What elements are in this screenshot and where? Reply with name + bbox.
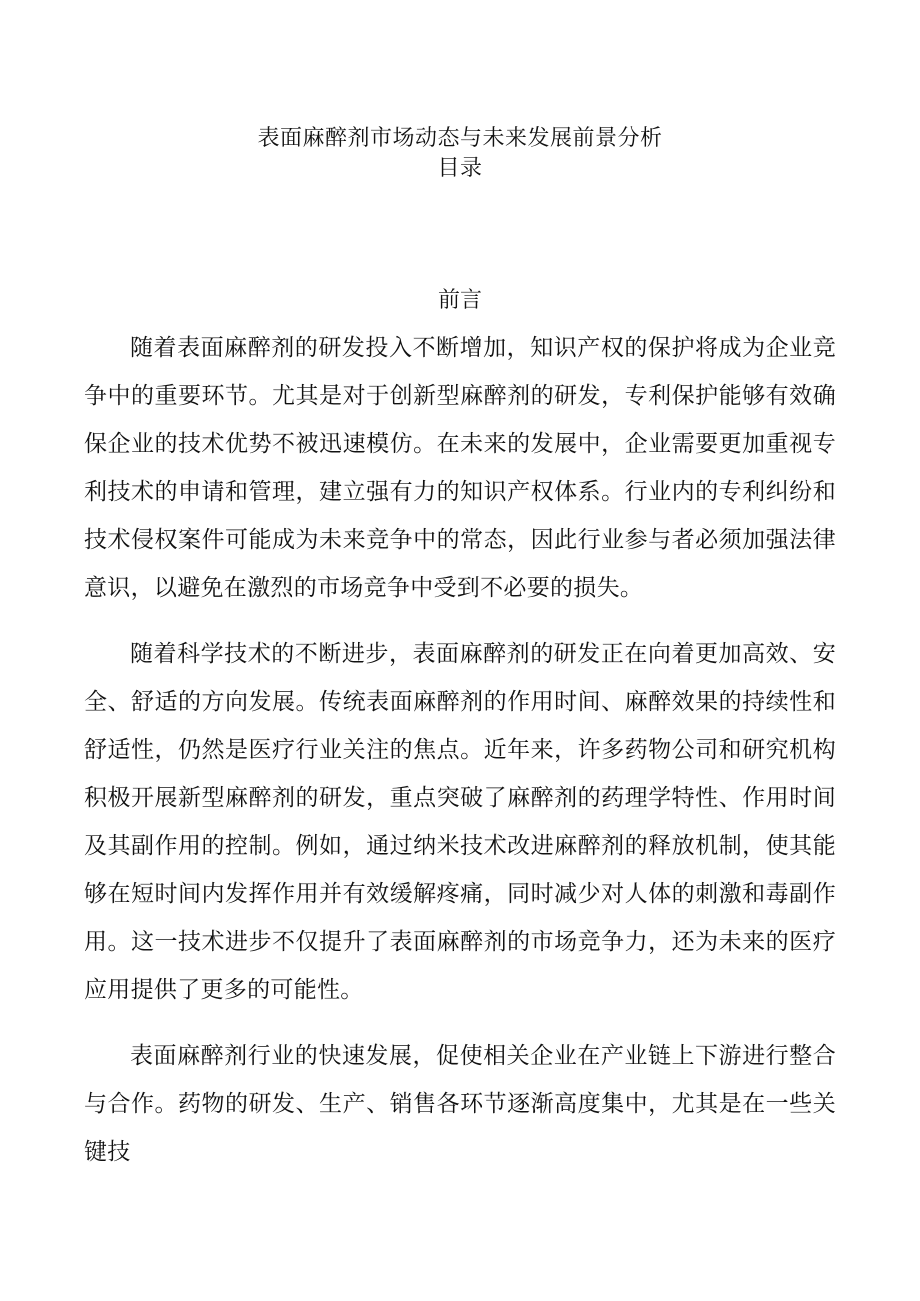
table-of-contents-heading: 目录 (437, 156, 483, 181)
title-block (0, 124, 920, 184)
paragraph-1: 随着表面麻醉剂的研发投入不断增加，知识产权的保护将成为企业竞争中的重要环节。尤其是对于创新型麻醉剂的研发，专利保护能够有效确保企业的技术优势不被迅速模仿。在未来的发展中，企业需要更加重视专利技术的申请和管理，建立强有力的知识产权体系。行业内的专利纠纷和技术侵权案件可能成为未来竞争中的常态，因此行业参与者必须加强法律意识，以避免在激烈的市场竞争中受到不必要的损失。 (84, 335, 836, 601)
document-body (84, 324, 836, 1194)
preface-heading: 前言 (437, 288, 482, 313)
paragraph-2: 随着科学技术的不断进步，表面麻醉剂的研发正在向着更加高效、安全、舒适的方向发展。传统表面麻醉剂的作用时间、麻醉效果的持续性和舒适性，仍然是医疗行业关注的焦点。近年来，许多药物公司和研究机构积极开展新型麻醉剂的研发，重点突破了麻醉剂的药理学特性、作用时间及其副作用的控制。例如，通过纳米技术改进麻醉剂的释放机制，使其能够在短时间内发挥作用并有效缓解疼痛，同时减少对人体的刺激和毒副作用。这一技术进步不仅提升了表面麻醉剂的市场竞争力，还为未来的医疗应用提供了更多的可能性。 (84, 641, 836, 1003)
paragraph-3: 表面麻醉剂行业的快速发展，促使相关企业在产业链上下游进行整合与合作。药物的研发、生产、销售各环节逐渐高度集中，尤其是在一些关键技 (84, 1043, 836, 1165)
document-title: 表面麻醉剂市场动态与未来发展前景分析 (257, 126, 663, 151)
